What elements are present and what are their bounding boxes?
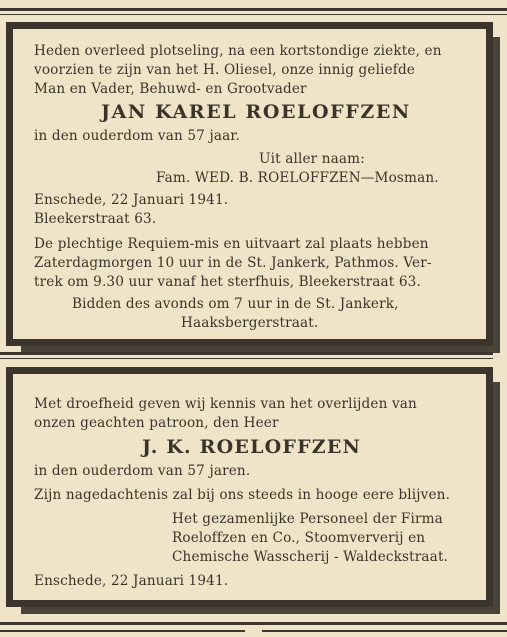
text-line: Heden overleed plotseling, na een kortstondige ziekte, en [34,43,442,59]
staff-age-line: in den ouderdom van 57 jaren. [34,463,251,479]
funeral-line-1: De plechtige Requiem-mis en uitvaart zal plaats hebben [34,236,429,252]
announcement-line-3: Man en Vader, Behuwd- en Grootvader [34,81,307,97]
staff-announcement-2: onzen geachten patroon, den Heer [34,415,279,431]
prayer-line-1: Bidden des avonds om 7 uur in de St. Jankerk, [72,296,399,312]
age-line: in den ouderdom van 57 jaar. [34,128,240,144]
middle-rule [0,352,493,355]
frame-shadow-bottom [21,607,500,614]
bottom-rule-3 [262,630,507,632]
funeral-line-2: Zaterdagmorgen 10 uur in de St. Jankerk, Pathmos. Ver- [34,255,432,271]
staff-signature-2: Roeloffzen en Co., Stoomververij en [172,530,426,546]
deceased-name-short: J. K. ROELOFFZEN [142,436,362,458]
death-notice-family [6,22,493,346]
place-date: Enschede, 22 Januari 1941. [34,192,229,208]
frame-shadow [493,37,500,353]
on-behalf-line: Uit aller naam: [259,151,365,167]
bottom-rule-2 [0,630,245,632]
family-signature: Fam. WED. B. ROELOFFZEN—Mosman. [156,170,439,186]
announcement-line-2: voorzien te zijn van het H. Oliesel, onze innig geliefde [34,62,415,78]
address: Bleekerstraat 63. [34,211,157,227]
bottom-rule [0,622,507,625]
funeral-line-3: trek om 9.30 uur vanaf het sterfhuis, Bleekerstraat 63. [34,274,421,290]
top-rule-thin [0,14,507,15]
announcement-line-1 [34,43,474,59]
deceased-name: JAN KAREL ROELOFFZEN [101,101,411,123]
staff-signature-3: Chemische Wasscherij - Waldeckstraat. [172,549,449,565]
staff-place-date: Enschede, 22 Januari 1941. [34,573,229,589]
frame-shadow [493,382,500,614]
staff-announcement-1: Met droefheid geven wij kennis van het overlijden van [34,396,417,412]
prayer-line-2: Haaksbergerstraat. [181,315,319,331]
top-rule [0,8,507,11]
middle-rule-2 [0,358,493,359]
staff-signature-1: Het gezamenlijke Personeel der Firma [172,511,443,527]
death-notice-staff [6,367,493,607]
memory-line: Zijn nagedachtenis zal bij ons steeds in hooge eere blijven. [34,487,451,503]
